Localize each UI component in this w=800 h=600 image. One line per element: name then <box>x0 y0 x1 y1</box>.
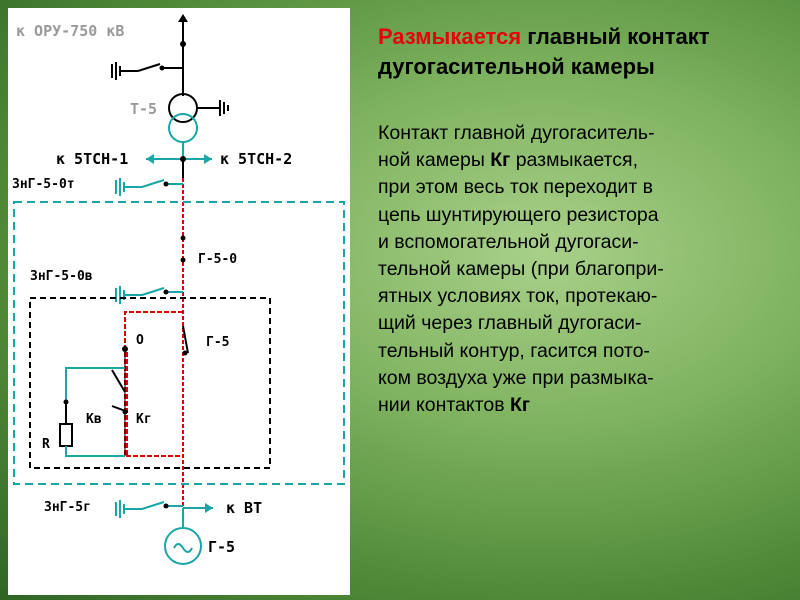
label-zng5ot: ЗнГ-5-0т <box>12 177 75 192</box>
label-g5sw: Г-5 <box>206 335 230 350</box>
node-dot <box>122 346 128 352</box>
node-dot <box>181 258 186 263</box>
slide-title <box>378 22 788 82</box>
label-kg: Кг <box>136 412 152 427</box>
label-vt: к ВТ <box>226 499 263 517</box>
label-g50: Г-5-0 <box>198 252 238 267</box>
label-zng5g: ЗнГ-5г <box>44 500 91 515</box>
slide-text <box>378 22 788 419</box>
label-r: R <box>42 437 50 452</box>
arc-chute-circuit <box>125 312 183 456</box>
label-oru: к ОРУ-750 кВ <box>16 22 125 40</box>
body-bold-2: Кг <box>509 394 531 417</box>
node-dot <box>181 236 186 241</box>
tsn-branch <box>146 154 212 164</box>
label-o: О <box>136 333 144 348</box>
title-rest: главный контакт дугогасительной камеры <box>378 24 710 79</box>
ground-switch-top <box>112 62 183 80</box>
label-generator: Г-5 <box>208 538 236 556</box>
ground-switch-zng50v <box>116 286 183 304</box>
title-highlight: Размыкается <box>378 24 522 49</box>
label-transformer: Т-5 <box>130 100 158 118</box>
circuit-diagram <box>8 8 350 595</box>
body-bold-1: Кг <box>490 149 511 172</box>
generator-icon <box>165 528 201 564</box>
outer-dashed-box <box>14 202 344 484</box>
ground-switch-zng5g <box>116 500 183 518</box>
ground-switch-zng5ot <box>116 178 183 196</box>
arrow-up-icon <box>178 14 188 36</box>
transformer-icon <box>169 94 228 142</box>
slide-body <box>378 120 788 419</box>
resistor-icon <box>60 424 72 446</box>
label-tsn1: к 5ТСН-1 <box>56 150 129 168</box>
body-part-2: размыкается, при этом весь ток переходит в цепь шунтирующего резистора и вспомогательной дугогаси- тельной камеры (при благопри- ятных условиях ток, протекаю- щий через главный дугогаси- тельный контур, гасится пото- ком воздуха уже при размыка- нии контактов <box>378 149 664 417</box>
circuit-diagram-svg <box>8 8 350 595</box>
node-dot <box>180 41 186 47</box>
label-kv: Кв <box>86 412 102 427</box>
body-part-1: Контакт главной дугогаситель- ной камеры <box>378 122 655 172</box>
vt-branch <box>183 503 213 513</box>
label-zng50v: ЗнГ-5-0в <box>30 269 93 284</box>
label-tsn2: к 5ТСН-2 <box>220 150 293 168</box>
